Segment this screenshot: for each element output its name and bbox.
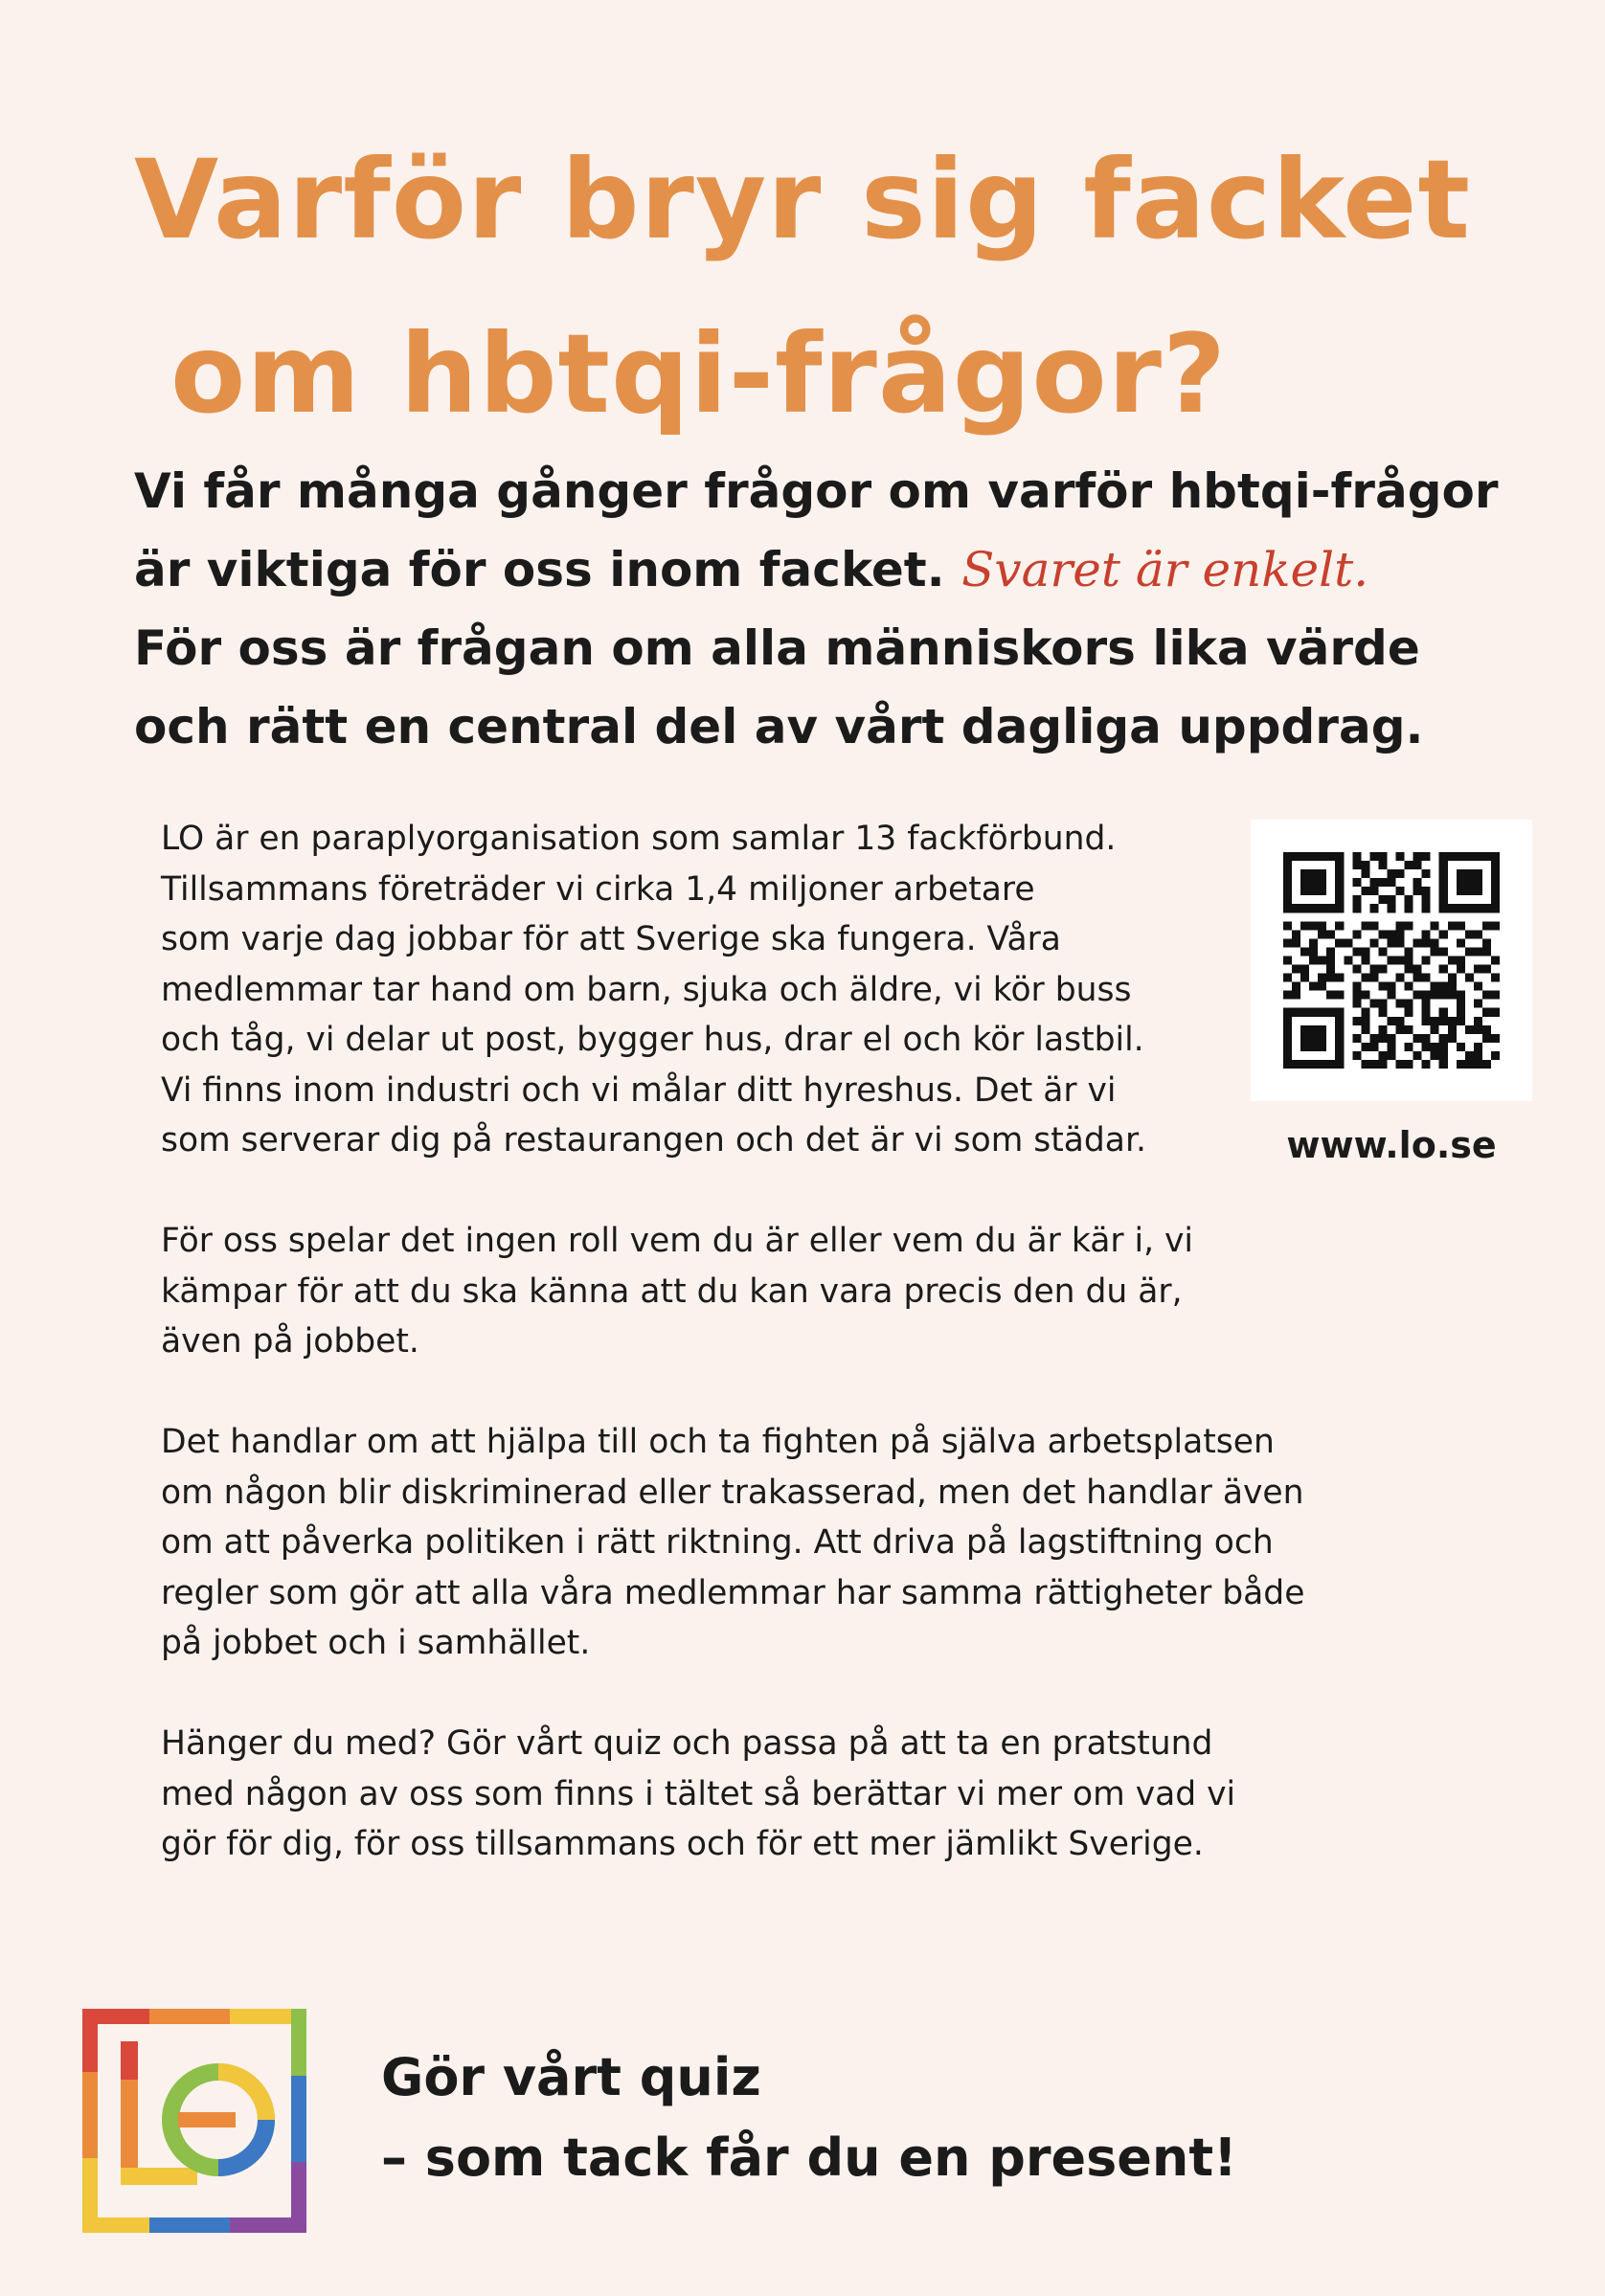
body-paragraph-3: Det handlar om att hjälpa till och ta fighten på själva arbetsplatsen om någon blir diskriminerad eller trakasserad, men det handlar även om att påverka politiken i rätt riktning. Att driva på lagstiftning och regler som gör att alla våra medlemmar har samma rättigheter både på jobbet och i samhället.	[161, 1423, 1305, 1662]
website-url[interactable]: www.lo.se	[1286, 1124, 1497, 1166]
quiz-call-to-action	[381, 2037, 1530, 2198]
lead-text-part-2: För oss är frågan om alla människors lika värde och rätt en central del av vårt dagliga uppdrag.	[134, 620, 1424, 754]
headline-line-2: om hbtqi-frågor?	[170, 310, 1228, 438]
cta-line-1: Gör vårt quiz	[381, 2047, 761, 2107]
page-headline	[0, 113, 1605, 461]
qr-code-icon	[1283, 852, 1500, 1069]
qr-code[interactable]	[1251, 820, 1532, 1101]
lo-logo	[82, 2009, 306, 2233]
cta-line-2: – som tack får du en present!	[381, 2127, 1237, 2188]
lead-text-part-1: Vi får många gånger frågor om varför hbtqi-frågor är viktiga för oss inom facket.	[134, 463, 1499, 597]
lead-accent-text: Svaret är enkelt.	[961, 542, 1369, 597]
lead-paragraph	[134, 452, 1513, 766]
body-paragraph-4: Hänger du med? Gör vårt quiz och passa på att ta en pratstund med någon av oss som finns i tältet så berättar vi mer om vad vi gör för dig, för oss tillsammans och för ett mer jämlikt Sverige.	[161, 1724, 1236, 1863]
body-paragraph-1: LO är en paraplyorganisation som samlar 13 fackförbund. Tillsammans företräder vi cirka 1,4 miljoner arbetare som varje dag jobbar för att Sverige ska fungera. Våra medlemmar tar hand om barn, sjuka och äldre, vi kör buss och tåg, vi delar ut post, bygger hus, drar el och kör lastbil. Vi finns inom industri och vi målar ditt hyreshus. Det är vi som serverar dig på restaurangen och det är vi som städar.	[161, 820, 1146, 1159]
lo-rainbow-logo-icon	[82, 2009, 306, 2233]
body-paragraph-2: För oss spelar det ingen roll vem du är eller vem du är kär i, vi kämpar för att du ska känna att du kan vara precis den du är, även på jobbet.	[161, 1222, 1194, 1361]
headline-line-1: Varför bryr sig facket	[134, 136, 1471, 263]
body-text	[161, 814, 1368, 1920]
